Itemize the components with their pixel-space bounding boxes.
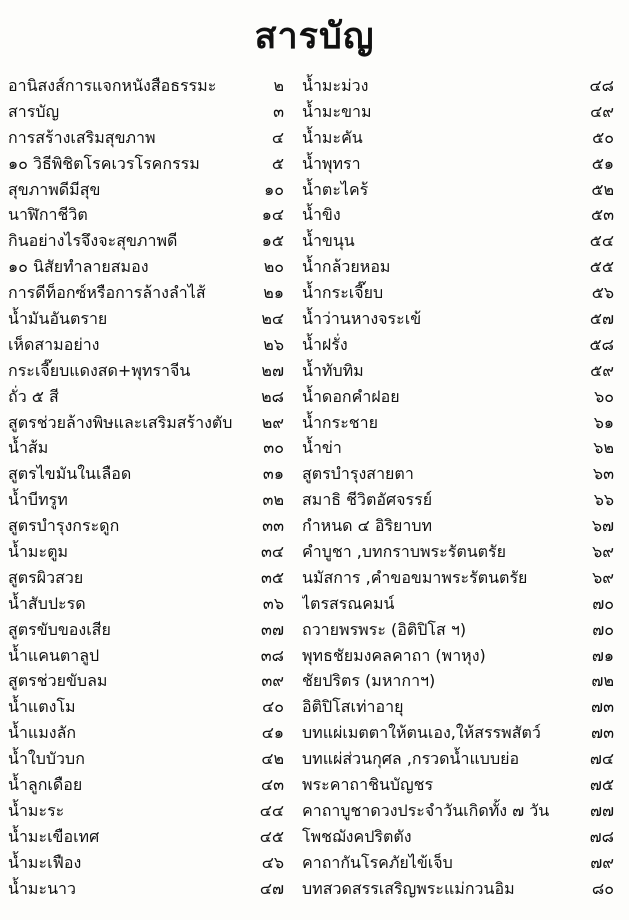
toc-entry-title: น้ำแคนตาลูป xyxy=(8,645,100,665)
toc-entry-title: น้ำแตงโม xyxy=(8,697,76,717)
toc-entry-page: ๓ xyxy=(273,101,284,121)
toc-entry-title: บทแผ่ส่วนกุศล ,กรวดน้ำแบบย่อ xyxy=(302,749,520,769)
toc-entry xyxy=(8,850,284,876)
toc-entry-title: น้ำขิง xyxy=(302,205,341,225)
toc-entry-title: น้ำมะขาม xyxy=(302,101,372,121)
toc-entry-title: นาฬิกาชีวิต xyxy=(8,205,88,225)
toc-entry-title: สุขภาพดีมีสุข xyxy=(8,179,101,199)
toc-entry-title: ๑๐ วิธีพิชิตโรคเวรโรคกรรม xyxy=(8,153,200,173)
toc-entry xyxy=(8,125,284,151)
toc-entry xyxy=(8,410,284,436)
toc-entry xyxy=(302,487,614,513)
toc-entry-title: น้ำมะเขือเทศ xyxy=(8,826,100,846)
toc-entry xyxy=(302,384,614,410)
page-title: สารบัญ xyxy=(254,16,375,57)
toc-entry xyxy=(8,746,284,772)
toc-entry xyxy=(302,617,614,643)
toc-entry-title: สูตรไขมันในเลือด xyxy=(8,464,132,484)
toc-entry-page: ๔๓ xyxy=(260,775,284,795)
toc-entry-page: ๗๙ xyxy=(590,852,614,872)
toc-entry-page: ๔๔ xyxy=(259,800,284,820)
toc-entry xyxy=(8,772,284,798)
toc-entry-title: ๑๐ นิสัยทำลายสมอง xyxy=(8,257,149,277)
toc-entry-title: น้ำมันอันตราย xyxy=(8,309,108,329)
toc-entry xyxy=(8,358,284,384)
toc-entry xyxy=(302,228,614,254)
toc-entry-title: สูตรขับของเสีย xyxy=(8,619,111,639)
toc-entry-title: สูตรบำรุงสายตา xyxy=(302,464,414,484)
toc-entry-title: อานิสงส์การแจกหนังสือธรรมะ xyxy=(8,76,217,95)
toc-entry-page: ๘๐ xyxy=(591,878,614,898)
toc-entry xyxy=(302,694,614,720)
toc-entry-page: ๕๙ xyxy=(590,360,614,380)
toc-entry-page: ๗๐ xyxy=(592,619,614,639)
toc-entry xyxy=(302,513,614,539)
toc-left-column xyxy=(8,73,284,902)
toc-entry-title: น้ำแมงลัก xyxy=(8,723,77,743)
toc-entry-page: ๕ xyxy=(271,153,284,173)
toc-entry-page: ๔๒ xyxy=(261,749,284,769)
toc-entry-page: ๓๖ xyxy=(262,593,284,613)
toc-entry xyxy=(302,306,614,332)
toc-entry xyxy=(8,591,284,617)
toc-entry-page: ๖๖ xyxy=(593,490,614,510)
toc-entry-title: กำหนด ๔ อิริยาบท xyxy=(302,516,433,536)
toc-entry xyxy=(302,668,614,694)
toc-right-column xyxy=(302,73,614,902)
toc-entry-page: ๕๕ xyxy=(589,257,614,277)
toc-entry xyxy=(8,99,284,125)
toc-entry xyxy=(302,539,614,565)
toc-entry-title: พุทธชัยมงคลคาถา (พาหุง) xyxy=(302,645,486,665)
toc-entry-title: น้ำมะนาว xyxy=(8,878,76,898)
toc-entry-title: บทแผ่เมตตาให้ตนเอง,ให้สรรพสัตว์ xyxy=(302,723,541,743)
toc-entry-page: ๗๒ xyxy=(591,671,614,691)
toc-entry-title: น้ำข่า xyxy=(302,438,342,458)
toc-entry xyxy=(8,254,284,280)
toc-entry xyxy=(302,850,614,876)
toc-entry-page: ๗๓ xyxy=(591,723,614,743)
toc-entry-page: ๔๖ xyxy=(261,852,284,872)
toc-entry xyxy=(8,228,284,254)
toc-entry-title: กินอย่างไรจึงจะสุขภาพดี xyxy=(8,231,178,251)
toc-entry-page: ๔๑ xyxy=(261,723,284,743)
toc-entry-title: ไตรสรณคมน์ xyxy=(302,593,395,613)
toc-entry-page: ๖๑ xyxy=(593,412,614,432)
toc-entry-title: นมัสการ ,คำขอขมาพระรัตนตรัย xyxy=(302,567,528,587)
toc-entry-title: น้ำฝรั่ง xyxy=(302,334,348,354)
toc-entry xyxy=(302,876,614,902)
toc-entry-title: สารบัญ xyxy=(8,101,60,121)
toc-entry xyxy=(8,306,284,332)
toc-entry-title: น้ำพุทรา xyxy=(302,153,361,173)
toc-entry-page: ๗๕ xyxy=(589,775,614,795)
toc-entry xyxy=(302,254,614,280)
toc-entry-page: ๓๒ xyxy=(262,490,284,510)
toc-entry-page: ๗๔ xyxy=(589,749,614,769)
toc-entry xyxy=(8,668,284,694)
toc-entry-title: อิติปิโสเท่าอายุ xyxy=(302,697,404,717)
toc-entry-page: ๗๐ xyxy=(592,593,614,613)
toc-entry-page: ๑๐ xyxy=(264,179,284,199)
toc-entry-page: ๖๐ xyxy=(594,386,614,406)
toc-entry-page: ๖๓ xyxy=(592,464,614,484)
toc-entry-title: สูตรช่วยล้างพิษและเสริมสร้างตับ xyxy=(8,412,233,432)
toc-entry-title: ถั่ว ๕ สี xyxy=(8,386,59,406)
toc-entry xyxy=(8,177,284,203)
toc-entry-title: น้ำทับทิม xyxy=(302,360,364,380)
toc-entry-page: ๔๐ xyxy=(262,697,284,717)
toc-entry-title: สูตรบำรุงกระดูก xyxy=(8,516,120,536)
toc-entry-title: น้ำลูกเดือย xyxy=(8,775,83,795)
toc-entry-page: ๕๓ xyxy=(590,205,614,225)
toc-entry xyxy=(302,410,614,436)
toc-entry-page: ๔๙ xyxy=(590,101,614,121)
toc-entry xyxy=(302,177,614,203)
toc-entry-title: น้ำมะระ xyxy=(8,800,65,820)
toc-entry-page: ๒ xyxy=(273,76,284,95)
toc-entry-title: น้ำกระเจี๊ยบ xyxy=(302,283,384,303)
toc-entry xyxy=(8,539,284,565)
toc-entry-page: ๗๗ xyxy=(589,800,614,820)
toc-entry xyxy=(302,202,614,228)
toc-entry-page: ๗๑ xyxy=(591,645,614,665)
toc-entry-page: ๒๘ xyxy=(261,386,284,406)
toc-entry-title: ชัยปริตร (มหากาฯ) xyxy=(302,671,436,691)
toc-entry-title: น้ำส้ม xyxy=(8,438,49,458)
toc-entry-page: ๑๕ xyxy=(261,231,284,251)
toc-entry-title: คาถากันโรคภัยไข้เจ็บ xyxy=(302,852,453,872)
toc-entry-page: ๕๑ xyxy=(591,153,614,173)
toc-entry-title: การดีท็อกซ์หรือการล้างลำไส้ xyxy=(8,283,206,303)
toc-entry xyxy=(8,435,284,461)
toc-entry xyxy=(302,73,614,99)
toc-entry-title: พระคาถาชินบัญชร xyxy=(302,775,434,795)
toc-entry xyxy=(302,824,614,850)
toc-entry-page: ๖๙ xyxy=(592,542,614,562)
toc-entry-page: ๔๗ xyxy=(259,878,284,898)
toc-entry-title: น้ำขนุน xyxy=(302,231,355,251)
toc-entry xyxy=(302,643,614,669)
toc-entry xyxy=(302,99,614,125)
toc-entry-title: น้ำดอกคำฝอย xyxy=(302,386,400,406)
toc-entry xyxy=(8,565,284,591)
toc-entry-title: น้ำสับปะรด xyxy=(8,593,86,613)
toc-entry-page: ๑๔ xyxy=(261,205,284,225)
toc-entry-title: คำบูชา ,บทกราบพระรัตนตรัย xyxy=(302,542,506,562)
toc-entry-title: การสร้างเสริมสุขภาพ xyxy=(8,127,156,147)
toc-entry xyxy=(8,487,284,513)
toc-entry-title: โพชฌังคปริตตัง xyxy=(302,826,412,846)
toc-entry xyxy=(8,384,284,410)
toc-entry-page: ๒๖ xyxy=(263,334,284,354)
toc-entry-page: ๓๑ xyxy=(262,464,284,484)
toc-entry-page: ๗๓ xyxy=(591,697,614,717)
toc-entry-page: ๓๐ xyxy=(263,438,284,458)
toc-entry-page: ๓๙ xyxy=(261,671,284,691)
toc-entry-page: ๓๓ xyxy=(262,516,284,536)
toc-entry-page: ๔๕ xyxy=(259,826,284,846)
toc-entry-title: น้ำกระชาย xyxy=(302,412,379,432)
toc-entry-title: สูตรช่วยขับลม xyxy=(8,671,108,691)
toc-entry xyxy=(302,435,614,461)
toc-entry xyxy=(302,280,614,306)
toc-entry xyxy=(302,332,614,358)
toc-entry-title: เห็ดสามอย่าง xyxy=(8,334,100,354)
toc-entry xyxy=(8,694,284,720)
toc-entry-page: ๕๗ xyxy=(589,309,614,329)
toc-entry xyxy=(8,720,284,746)
toc-entry-page: ๔๘ xyxy=(589,76,614,95)
toc-entry xyxy=(302,591,614,617)
toc-entry-title: กระเจี๊ยบแดงสด+พุทราจีน xyxy=(8,360,191,380)
toc-entry-page: ๕๔ xyxy=(589,231,614,251)
toc-entry xyxy=(8,332,284,358)
toc-entry-page: ๒๙ xyxy=(261,412,284,432)
toc-entry xyxy=(302,461,614,487)
toc-entry-page: ๕๖ xyxy=(591,283,614,303)
toc-entry-page: ๒๗ xyxy=(261,360,284,380)
toc-entry-title: น้ำมะเฟือง xyxy=(8,852,82,872)
toc-entry-page: ๒๔ xyxy=(261,309,284,329)
toc-entry xyxy=(302,151,614,177)
toc-entry-title: น้ำมะม่วง xyxy=(302,76,369,95)
toc-entry-title: ถวายพรพระ (อิติปิโส ฯ) xyxy=(302,619,467,639)
toc-entry xyxy=(8,798,284,824)
toc-entry-page: ๓๔ xyxy=(260,542,284,562)
toc-entry xyxy=(8,202,284,228)
toc-entry-title: น้ำตะไคร้ xyxy=(302,179,369,199)
toc-entry xyxy=(8,151,284,177)
toc-entry xyxy=(302,798,614,824)
toc-entry-title: สูตรผิวสวย xyxy=(8,567,84,587)
toc-entry xyxy=(8,876,284,902)
toc-entry xyxy=(302,125,614,151)
toc-entry-title: คาถาบูชาดวงประจำวันเกิดทั้ง ๗ วัน xyxy=(302,800,550,820)
toc-entry xyxy=(8,824,284,850)
toc-entry-title: น้ำว่านหางจระเข้ xyxy=(302,309,422,329)
toc-entry-title: สมาธิ ชีวิตอัศจรรย์ xyxy=(302,490,433,510)
toc-entry-page: ๔ xyxy=(271,127,284,147)
toc-entry-page: ๓๘ xyxy=(260,645,284,665)
toc-entry xyxy=(302,772,614,798)
toc-entry-page: ๒๑ xyxy=(263,283,284,303)
toc-entry-page: ๓๕ xyxy=(260,567,284,587)
toc-entry xyxy=(302,746,614,772)
toc-entry xyxy=(8,280,284,306)
toc-entry-page: ๒๐ xyxy=(263,257,284,277)
toc-entry-page: ๖๗ xyxy=(591,516,614,536)
toc-entry-title: น้ำมะตูม xyxy=(8,542,68,562)
toc-entry xyxy=(302,358,614,384)
toc-entry-page: ๗๘ xyxy=(589,826,614,846)
toc-entry xyxy=(8,461,284,487)
toc-entry xyxy=(8,73,284,99)
toc-entry-page: ๓๗ xyxy=(261,619,284,639)
toc-entry-page: ๖๒ xyxy=(593,438,614,458)
toc-entry-title: น้ำใบบัวบก xyxy=(8,749,85,769)
toc-entry-page: ๕๒ xyxy=(591,179,614,199)
toc-entry xyxy=(8,513,284,539)
toc-entry xyxy=(302,720,614,746)
toc-entry xyxy=(8,617,284,643)
toc-entry-page: ๖๙ xyxy=(592,567,614,587)
toc-entry-title: น้ำมะคัน xyxy=(302,127,363,147)
toc-entry-title: บทสวดสรรเสริญพระแม่กวนอิม xyxy=(302,878,515,898)
toc-entry-page: ๕๘ xyxy=(589,334,614,354)
toc-entry-page: ๕๐ xyxy=(592,127,614,147)
toc-entry-title: น้ำกล้วยหอม xyxy=(302,257,391,277)
toc-entry-title: น้ำบีทรูท xyxy=(8,490,68,510)
toc-entry xyxy=(302,565,614,591)
toc-entry xyxy=(8,643,284,669)
